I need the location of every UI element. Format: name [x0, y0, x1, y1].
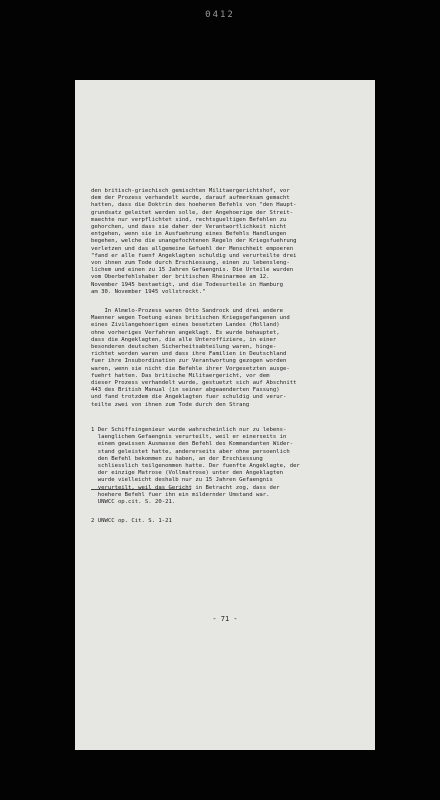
document-page — [75, 80, 375, 750]
page-number: - 71 - — [212, 615, 238, 623]
archive-number: 0412 — [205, 10, 235, 20]
footnote-1: 1 Der Schiffsingenieur wurde wahrscheinlich nur zu lebens- laenglichem Gefaengnis verurteilt, weil er einerseits in einem gewissen Ausmasse den Befehl des Kommandanten Wider- stand geleistet hatte, andererseits aber ohne persoenlich den Befehl bekommen zu haben, an der Erschiessung schliesslich teilgenommen hatte. Der fuenfte Angeklagte, der der einzige Matrose (Vollmatrose) unter den Angeklagten wurde vielleicht deshalb nur zu 15 Jahren Gefaengnis verurteilt, weil das Gericht in Betracht zog, dass der hoehere Befehl fuer ihn ein mildernder Umstand war. UNWCC op.cit. S. 20-21. — [91, 427, 300, 506]
body-paragraph-2: In Almelo-Prozess waren Otto Sandrock und drei andere Maenner wegen Toetung eines britischen Kriegsgefangenen und eines Zivilangehoerigen eines besetzten Landes (Holland) ohne vorheriges Verfahren angeklagt. Es wurde behauptet, dass die Angeklagten, die alle Unteroffiziere, in einer besonderen deutschen Sicherheitsabteilung waren, hinge- richtet worden waren und dass ihre Familien in Deutschland fuer ihre Insubordination zur Verantwortung gezogen worden waren, wenn sie nicht die Befehle ihrer Vorgesetzten ausge- fuehrt hatten. Das britische Militaergericht, vor dem dieser Prozess verhandelt wurde, gestuetzt sich auf Abschnitt 443 des British Manual (in seiner abgeaenderten Fassung) und fand trotzdem die Angeklagten fuer schuldig und verur- teilte zwei von ihnen zum Tode durch den Strang — [91, 308, 297, 408]
body-paragraph-1: den britisch-griechisch gemischten Militaergerichtshof, vor dem der Prozess verhandelt wurde, darauf aufmerksam gemacht hatten, dass die Doktrin des hoeheren Befehls von "den Haupt- grundsatz geleitet werden solle, der Angehoerige der Streit- maechte nur verpflichtet sind, rechtsgueltigen Befehlen zu gehorchen, und dass sie daher der Verantwortlichkeit nicht entgehen, wenn sie in Ausfuehrung eines Befehls Handlungen begehen, welche die unangefochtenen Regeln der Kriegsfuehrung verletzen und das allgemeine Gefuehl der Menschheit empoeren "fand er alle fuenf Angeklagten schuldig und verurteilte drei von ihnen zum Tode durch Erschiessung, einen zu lebensleng- lichem und einen zu 15 Jahren Gefaengnis. Die Urteile wurden vom Oberbefehlshaber der britischen Rheinarmee am 12. November 1945 bestaetigt, und die Todesurteile in Hamburg am 30. November 1945 vollstreckt." — [91, 188, 297, 295]
footnote-2: 2 UNWCC op. Cit. S. 1-21 — [91, 518, 172, 524]
